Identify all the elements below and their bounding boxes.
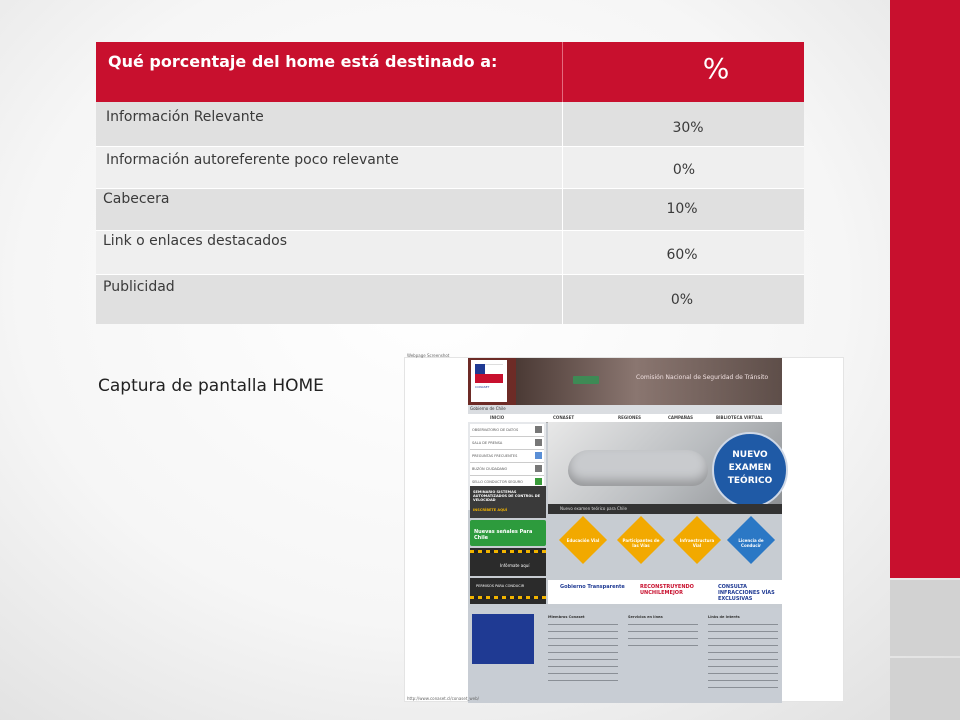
nav-item: REGIONES <box>618 415 641 420</box>
row-label: Cabecera <box>103 191 170 207</box>
menu-item: SALA DE PRENSA <box>470 437 544 450</box>
screenshot-top-label: Webpage Screenshot <box>407 353 450 358</box>
header-divider <box>562 42 563 102</box>
gov-bar <box>468 405 782 414</box>
nav-item: BIBLIOTECA VIRTUAL <box>716 415 763 420</box>
banner-nav-icon <box>573 376 599 384</box>
screenshot-caption: Captura de pantalla HOME <box>98 376 324 396</box>
permits-banner: PERMISOS PARA CONDUCIR <box>470 578 546 604</box>
side-bar-grey-segment-1 <box>890 580 960 656</box>
logo-reconstruyendo: RECONSTRUYENDO UNCHILEMEJOR <box>640 584 694 596</box>
signals-banner: Nuevas señales Para Chile <box>470 520 546 546</box>
menu-item: SELLO CONDUCTOR SEGURO <box>470 476 544 489</box>
footer-col-title: Miembros Conaset <box>548 615 585 619</box>
side-bar-grey-segment-2 <box>890 658 960 720</box>
banner-title: Comisión Nacional de Seguridad de Tránsito <box>636 374 769 381</box>
row-value: 10% <box>666 201 698 217</box>
site-banner <box>468 358 782 405</box>
table-header-question: Qué porcentaje del home está destinado a: <box>108 52 498 71</box>
column-divider <box>562 102 563 324</box>
table-header-percent: % <box>702 52 730 85</box>
website-page <box>468 358 782 703</box>
logo-consulta-infracciones: CONSULTA INFRACCIONES VÍAS EXCLUSIVAS <box>718 584 775 602</box>
table-row <box>96 230 804 274</box>
table-row <box>96 188 804 230</box>
logo-text: CONASET <box>475 385 490 389</box>
home-screenshot <box>404 353 844 702</box>
banner-photo <box>516 358 782 405</box>
decorative-side-bar <box>890 0 960 720</box>
screenshot-url: http://www.conaset.cl/conaset_web/ <box>407 696 480 701</box>
diamond-label: Licencia de Conducir <box>738 538 764 548</box>
seminar-banner: SEMINARIO SISTEMAS AUTOMATIZADOS DE CONTROL DE VELOCIDAD INSCRÍBETE AQUÍ <box>470 486 546 518</box>
logo-gobierno-transparente: Gobierno Transparente <box>560 584 625 590</box>
menu-item: BUZÓN CIUDADANO <box>470 463 544 476</box>
nav-item: INICIO <box>490 415 505 420</box>
row-label: Publicidad <box>103 279 175 295</box>
row-divider <box>96 230 804 231</box>
footer-logo-block <box>472 614 534 664</box>
table-row <box>96 274 804 324</box>
nuevo-examen-badge: NUEVO EXAMEN TEÓRICO <box>712 432 788 508</box>
partner-logos <box>548 580 782 604</box>
footer-link-list <box>548 624 618 684</box>
diamond-label: Participantes de las Vías <box>622 538 660 548</box>
row-divider <box>96 274 804 275</box>
row-label: Información Relevante <box>106 109 264 125</box>
info-banner: Infórmate aquí <box>470 548 546 576</box>
row-divider <box>96 146 804 147</box>
row-value: 0% <box>670 292 694 308</box>
footer-col-title: Links de Interés <box>708 615 740 619</box>
diamond-label: Educación Vial <box>566 538 600 543</box>
footer-link-list <box>628 624 698 648</box>
row-label: Link o enlaces destacados <box>103 233 288 249</box>
menu-item: OBSERVATORIO DE DATOS <box>470 424 544 437</box>
door-handle-graphic <box>568 450 708 486</box>
nav-item: CAMPAÑAS <box>668 415 693 420</box>
hero-image <box>548 422 782 514</box>
row-value: 0% <box>672 162 696 178</box>
site-footer <box>468 608 782 703</box>
menu-item: PREGUNTAS FRECUENTES <box>470 450 544 463</box>
table-row <box>96 146 804 188</box>
row-value: 30% <box>672 120 704 136</box>
footer-col-title: Servicios en línea <box>628 615 663 619</box>
gov-text: Gobierno de Chile <box>470 406 506 411</box>
side-bar-red-segment <box>890 0 960 578</box>
table-row <box>96 102 804 146</box>
footer-link-list <box>708 624 778 694</box>
row-divider <box>96 188 804 189</box>
percentage-table <box>96 42 804 324</box>
row-value: 60% <box>666 247 698 263</box>
hero-caption: Nuevo examen teórico para Chile <box>548 504 782 514</box>
table-header <box>96 42 804 102</box>
row-label: Información autoreferente poco relevante <box>106 152 399 168</box>
conaset-logo <box>471 360 507 402</box>
diamond-label: Infraestructura Vial <box>679 538 715 548</box>
nav-item: CONASET <box>553 415 575 420</box>
